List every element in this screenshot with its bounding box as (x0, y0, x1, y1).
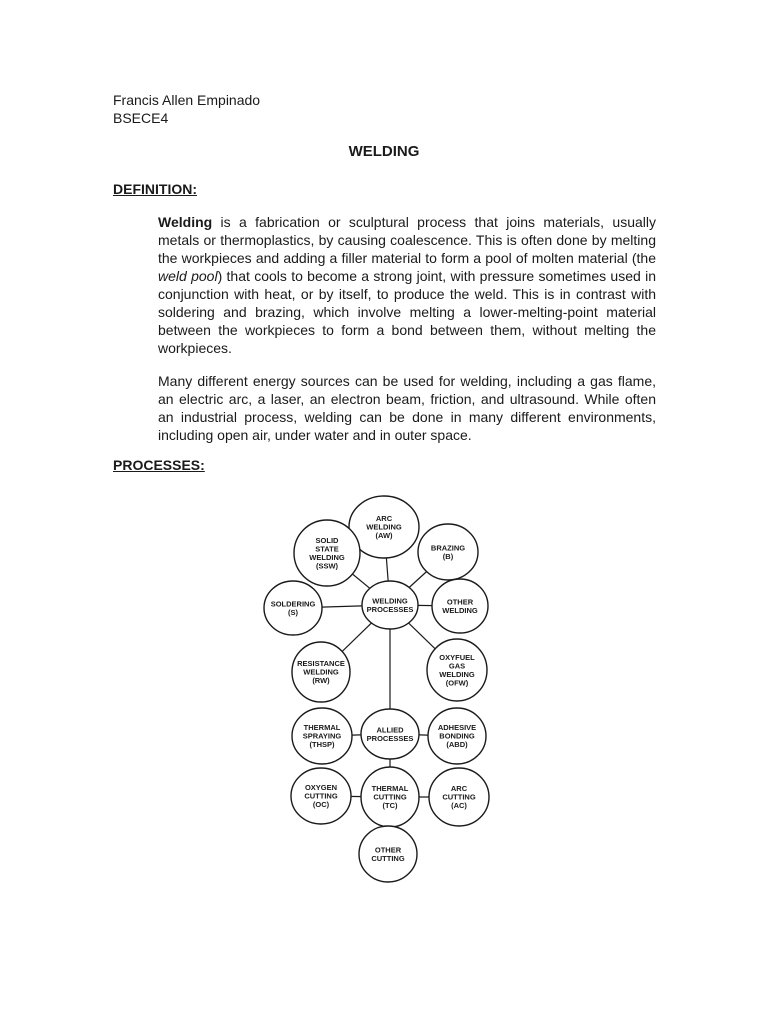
node-label: OTHER (446, 597, 474, 607)
node-ofw (427, 639, 487, 701)
node-label: OXYFUEL (439, 652, 475, 662)
node-thsp (292, 708, 352, 764)
welding-term: Welding (158, 214, 213, 230)
node-label: (OC) (312, 800, 330, 810)
processes-heading: PROCESSES: (113, 457, 205, 473)
definition-text-b: ) that cools to become a strong joint, with pressure sometimes used in conjunction with heat, or by itself, to produce the weld. This is in contrast with soldering and brazing, which involve melting a lower-melting-point material between the workpieces to form a bond between them, without melting the workpieces. (158, 268, 656, 356)
node-label: (OFW) (445, 678, 469, 688)
node-rw (292, 642, 350, 702)
node-label: WELDING (309, 552, 345, 562)
node-wp (362, 581, 418, 629)
document-title: WELDING (348, 143, 420, 160)
node-label: PROCESSES (366, 604, 414, 614)
definition-paragraph-2: Many different energy sources can be used for welding, including a gas flame, an electric arc, a laser, an electron beam, friction, and ultrasound. While often an industrial process, welding can be done in many different environments, including open air, under water and in outer space. (158, 373, 656, 443)
definition-text-a: is a fabrication or sculptural process that joins materials, usually metals or thermoplastics, by causing coalescence. This is often done by melting the workpieces and adding a filler material to form a pool of molten material (the (158, 214, 656, 266)
definition-heading: DEFINITION: (113, 181, 197, 197)
node-b (418, 524, 478, 580)
node-label: SOLID (315, 535, 339, 545)
node-label: GAS (448, 661, 466, 671)
node-label: WELDING (372, 596, 408, 606)
node-label: BRAZING (430, 543, 466, 553)
node-label: WELDING (366, 522, 402, 532)
node-ac (429, 768, 489, 826)
node-label: THERMAL (303, 723, 341, 733)
node-ssw (294, 520, 360, 586)
node-ap (361, 709, 419, 759)
node-label: CUTTING (371, 853, 405, 863)
node-label: CUTTING (304, 791, 338, 801)
node-label: (TC) (382, 801, 398, 811)
node-label: ARC (450, 784, 468, 794)
node-label: OTHER (374, 845, 402, 855)
node-label: WELDING (303, 667, 339, 677)
node-s (264, 581, 322, 635)
node-abd (428, 708, 486, 764)
node-label: OXYGEN (304, 783, 338, 793)
node-label: ALLIED (376, 725, 404, 735)
node-oc (291, 768, 351, 824)
node-label: (ABD) (446, 740, 468, 750)
node-label: RESISTANCE (297, 659, 345, 669)
weld-pool-term: weld pool (158, 268, 218, 284)
node-label: ADHESIVE (437, 723, 477, 733)
node-ow (432, 579, 488, 633)
node-label: STATE (315, 544, 339, 554)
node-label: BONDING (439, 731, 475, 741)
diagram-nodes (264, 496, 489, 882)
author-course: BSECE4 (113, 110, 169, 126)
node-label: (AW) (375, 531, 393, 541)
node-label: SPRAYING (302, 731, 342, 741)
node-tc (361, 767, 419, 827)
node-label: THERMAL (371, 784, 409, 794)
node-label: (RW) (312, 676, 330, 686)
author-name: Francis Allen Empinado (113, 92, 261, 108)
node-label: WELDING (439, 669, 475, 679)
node-label: CUTTING (373, 792, 407, 802)
node-label: SOLDERING (270, 599, 316, 609)
node-ocut (359, 826, 417, 882)
node-label: (AC) (451, 801, 467, 811)
node-label: CUTTING (442, 792, 476, 802)
node-label: PROCESSES (366, 733, 414, 743)
node-label: WELDING (442, 605, 478, 615)
node-label: (SSW) (315, 561, 339, 571)
node-label: (B) (442, 551, 454, 561)
node-label: (S) (288, 607, 298, 617)
node-label: (THSP) (309, 740, 335, 750)
node-label: ARC (375, 514, 393, 524)
